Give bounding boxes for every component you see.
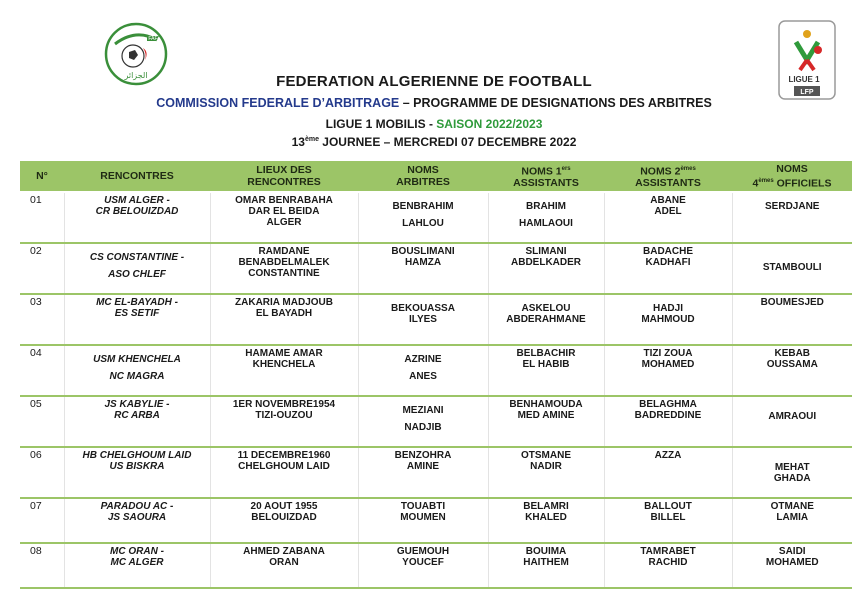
- table-header-row: [20, 161, 852, 192]
- round-date-text: JOURNEE – MERCREDI 07 DECEMBRE 2022: [318, 135, 577, 149]
- match-teams: USM ALGER - CR BELOUIZDAD: [64, 192, 210, 243]
- referee: GUEMOUH YOUCEF: [358, 543, 488, 588]
- referee: BENBRAHIM LAHLOU: [358, 192, 488, 243]
- ligue1-text: LIGUE 1: [788, 75, 820, 84]
- match-teams: USM KHENCHELA NC MAGRA: [64, 345, 210, 396]
- assistant-1: BELAMRI KHALED: [488, 498, 604, 543]
- faf-arabic-text: الجزائر: [124, 71, 148, 80]
- assistant-1: OTSMANE NADIR: [488, 447, 604, 498]
- match-venue: ZAKARIA MADJOUB EL BAYADH: [210, 294, 358, 345]
- assistant-2: HADJI MAHMOUD: [604, 294, 732, 345]
- match-number: 02: [20, 243, 64, 294]
- match-teams: CS CONSTANTINE - ASO CHLEF: [64, 243, 210, 294]
- assistant-2: ABANE ADEL: [604, 192, 732, 243]
- fourth-official: SAIDI MOHAMED: [732, 543, 852, 588]
- match-number: 08: [20, 543, 64, 588]
- commission-title: [0, 96, 868, 110]
- fourth-official: AMRAOUI: [732, 396, 852, 447]
- faf-mark-text: FAF: [148, 36, 158, 42]
- assistant-1: BOUIMA HAITHEM: [488, 543, 604, 588]
- assistant-2: TAMRABET RACHID: [604, 543, 732, 588]
- match-number: 01: [20, 192, 64, 243]
- match-teams: JS KABYLIE - RC ARBA: [64, 396, 210, 447]
- assistant-1: BENHAMOUDA MED AMINE: [488, 396, 604, 447]
- table-row: [20, 447, 852, 498]
- assistant-1: SLIMANI ABDELKADER: [488, 243, 604, 294]
- referee: TOUABTI MOUMEN: [358, 498, 488, 543]
- round-number: 13: [291, 135, 305, 149]
- table-row: [20, 543, 852, 588]
- match-number: 05: [20, 396, 64, 447]
- assistant-2: BELAGHMA BADREDDINE: [604, 396, 732, 447]
- col-assistants-2: NOMS 2èmes ASSISTANTS: [604, 161, 732, 192]
- league-season: [0, 117, 868, 131]
- assistant-2: BADACHE KADHAFI: [604, 243, 732, 294]
- match-venue: 11 DECEMBRE1960 CHELGHOUM LAID: [210, 447, 358, 498]
- match-venue: 1ER NOVEMBRE1954 TIZI-OUZOU: [210, 396, 358, 447]
- col-officiels-4: NOMS 4èmes OFFICIELS: [732, 161, 852, 192]
- league-name: LIGUE 1 MOBILIS -: [325, 117, 437, 131]
- fourth-official: MEHAT GHADA: [732, 447, 852, 498]
- referee: BEKOUASSA ILYES: [358, 294, 488, 345]
- round-suffix: ème: [304, 136, 319, 143]
- season: SAISON 2022/2023: [436, 117, 543, 131]
- col-n: N°: [20, 161, 64, 192]
- match-number: 07: [20, 498, 64, 543]
- commission-name: COMMISSION FEDERALE D’ARBITRAGE: [156, 96, 400, 110]
- match-venue: 20 AOUT 1955 BELOUIZDAD: [210, 498, 358, 543]
- match-teams: MC ORAN - MC ALGER: [64, 543, 210, 588]
- lfp-text: LFP: [800, 89, 814, 96]
- match-teams: HB CHELGHOUM LAID US BISKRA: [64, 447, 210, 498]
- referee: BOUSLIMANI HAMZA: [358, 243, 488, 294]
- assistant-1: BELBACHIR EL HABIB: [488, 345, 604, 396]
- match-teams: MC EL-BAYADH - ES SETIF: [64, 294, 210, 345]
- fourth-official: KEBAB OUSSAMA: [732, 345, 852, 396]
- match-teams: PARADOU AC - JS SAOURA: [64, 498, 210, 543]
- designations-table: [20, 161, 852, 589]
- match-number: 06: [20, 447, 64, 498]
- round-date: [0, 135, 868, 149]
- match-venue: AHMED ZABANA ORAN: [210, 543, 358, 588]
- assistant-2: TIZI ZOUA MOHAMED: [604, 345, 732, 396]
- federation-title: FEDERATION ALGERIENNE DE FOOTBALL: [276, 73, 592, 90]
- table-row: [20, 396, 852, 447]
- match-venue: OMAR BENRABAHA DAR EL BEIDA ALGER: [210, 192, 358, 243]
- col-lieux: LIEUX DES RENCONTRES: [210, 161, 358, 192]
- match-number: 04: [20, 345, 64, 396]
- assistant-2: AZZA: [604, 447, 732, 498]
- table-row: [20, 345, 852, 396]
- col-arbitres: NOMS ARBITRES: [358, 161, 488, 192]
- table-row: [20, 192, 852, 243]
- table-row: [20, 294, 852, 345]
- programme-title: – PROGRAMME DE DESIGNATIONS DES ARBITRES: [399, 96, 712, 110]
- fourth-official: BOUMESJED: [732, 294, 852, 345]
- assistant-1: ASKELOU ABDERAHMANE: [488, 294, 604, 345]
- match-number: 03: [20, 294, 64, 345]
- fourth-official: STAMBOULI: [732, 243, 852, 294]
- assistant-2: BALLOUT BILLEL: [604, 498, 732, 543]
- table-row: [20, 498, 852, 543]
- col-rencontres: RENCONTRES: [64, 161, 210, 192]
- referee: BENZOHRA AMINE: [358, 447, 488, 498]
- fourth-official: OTMANE LAMIA: [732, 498, 852, 543]
- referee: MEZIANI NADJIB: [358, 396, 488, 447]
- referee: AZRINE ANES: [358, 345, 488, 396]
- col-assistants-1: NOMS 1ers ASSISTANTS: [488, 161, 604, 192]
- table-row: [20, 243, 852, 294]
- match-venue: RAMDANE BENABDELMALEK CONSTANTINE: [210, 243, 358, 294]
- assistant-1: BRAHIM HAMLAOUI: [488, 192, 604, 243]
- fourth-official: SERDJANE: [732, 192, 852, 243]
- match-venue: HAMAME AMAR KHENCHELA: [210, 345, 358, 396]
